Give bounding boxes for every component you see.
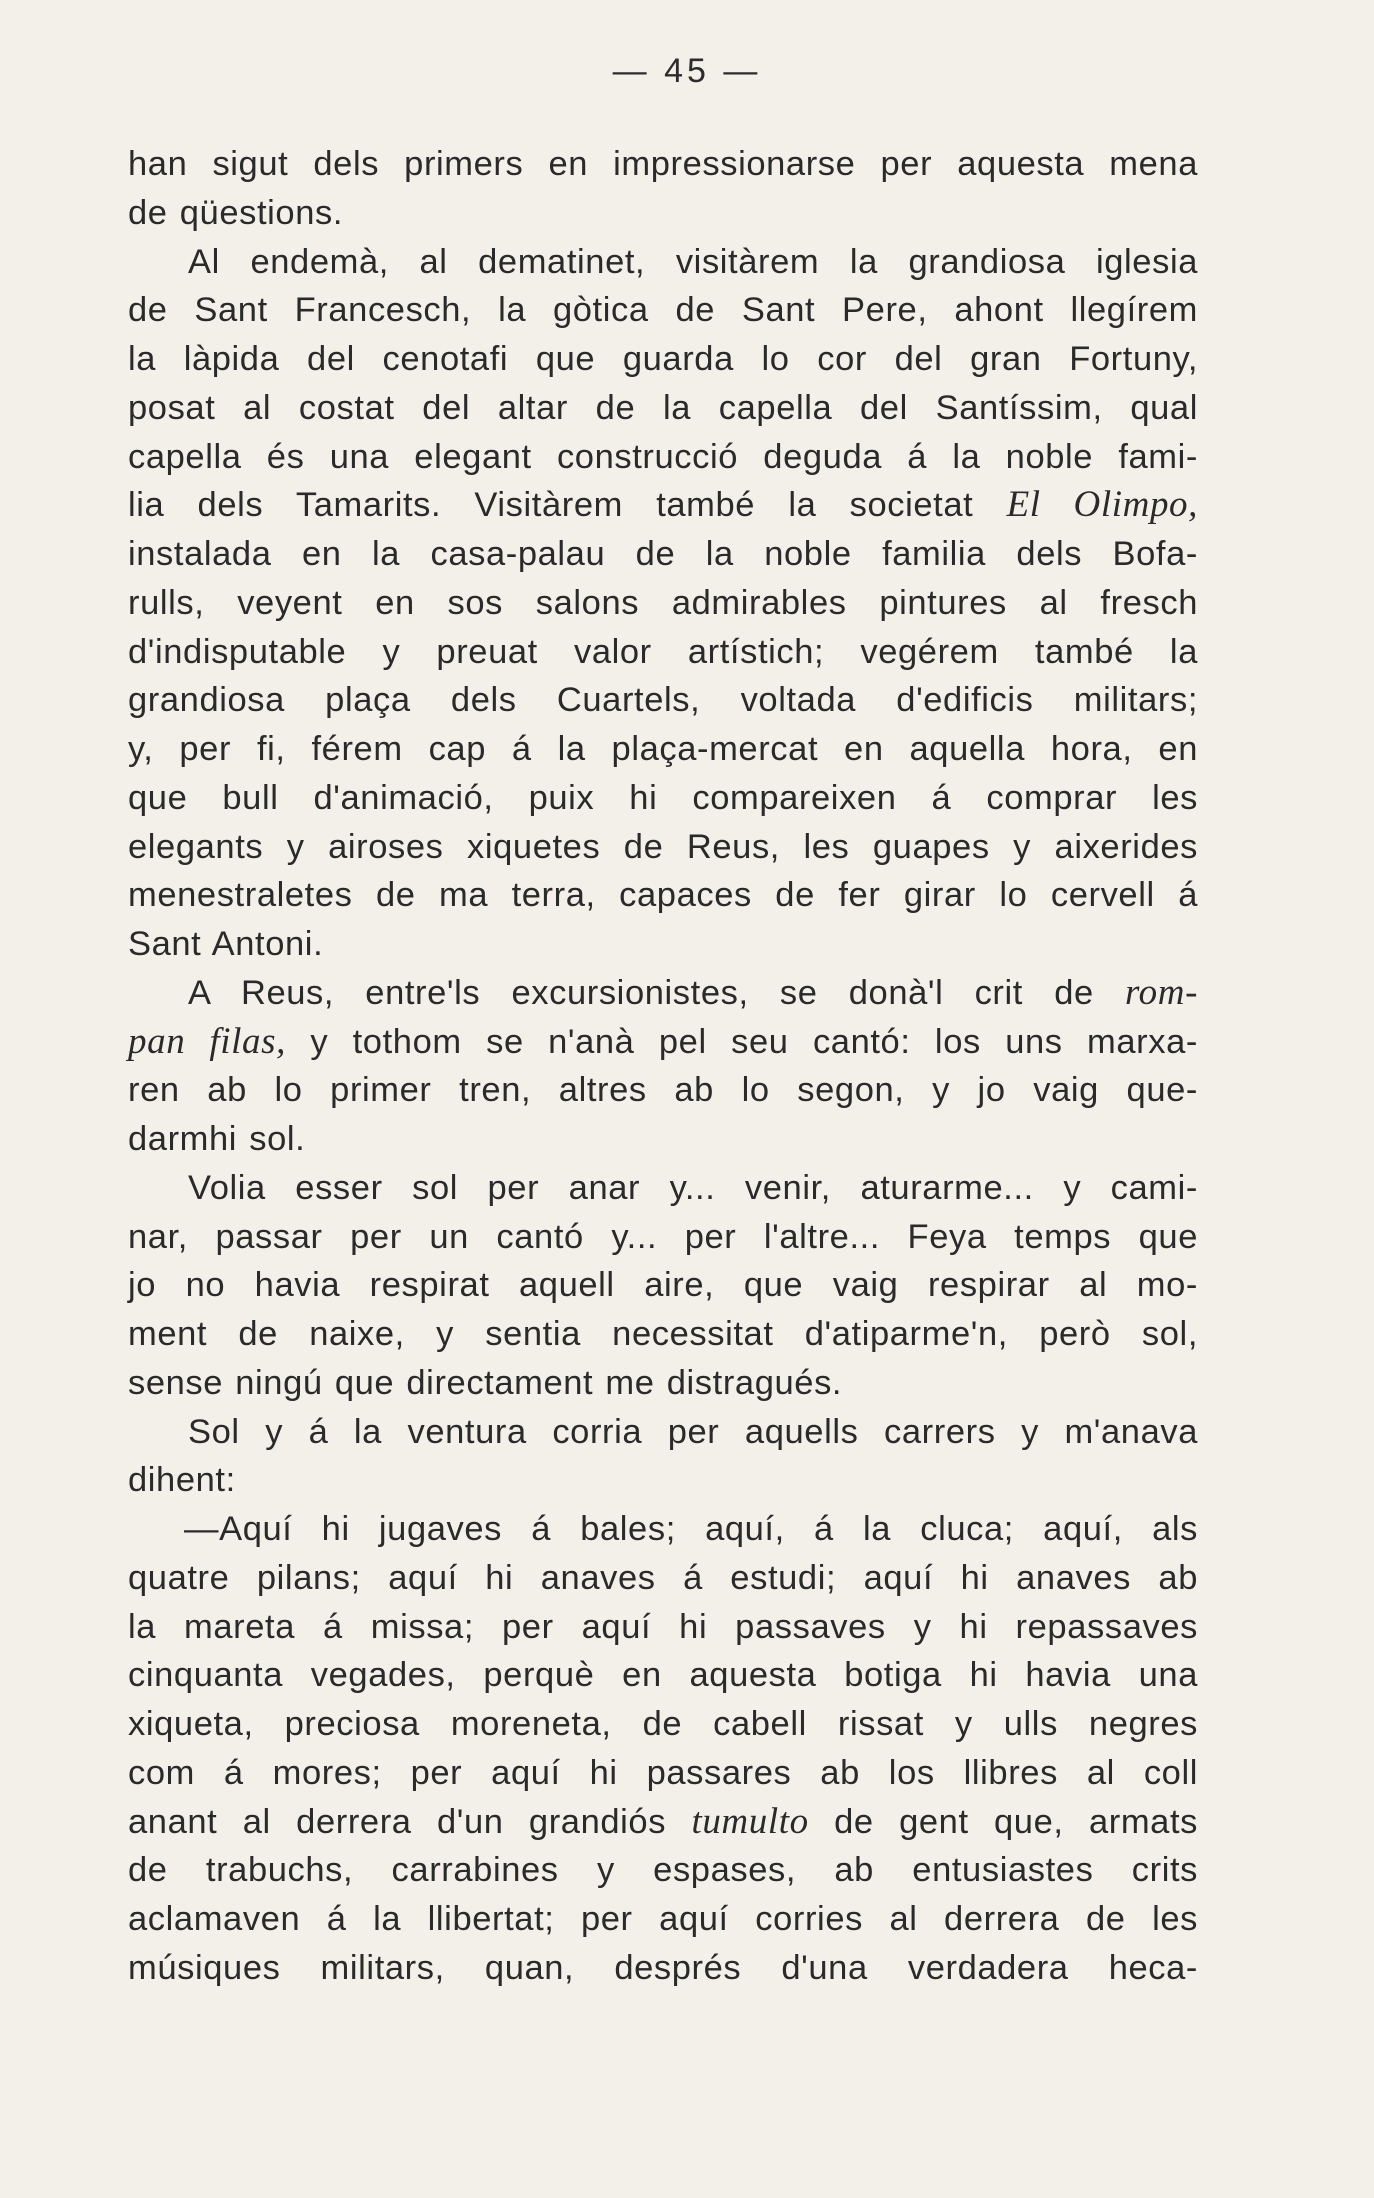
line-text: capella és una elegant construcció deguda á la noble fami- (128, 437, 1198, 476)
text-line (128, 1603, 1198, 1652)
line-text: y tothom se n'anà pel seu cantó: los uns marxa- (285, 1022, 1199, 1061)
text-line (128, 1456, 1198, 1505)
text-line (128, 140, 1198, 189)
italic-text: pan filas, (128, 1020, 286, 1062)
text-line (128, 1749, 1198, 1798)
italic-text: rom- (1125, 971, 1198, 1013)
text-line (128, 1846, 1198, 1895)
line-text: ment de naixe, y sentia necessitat d'atiparme'n, però sol, (128, 1315, 1198, 1353)
line-text: posat al costat del altar de la capella del Santíssim, qual (128, 388, 1198, 427)
line-text: ren ab lo primer tren, altres ab lo segon, y jo vaig que- (128, 1071, 1198, 1110)
text-line (128, 628, 1198, 677)
line-text: Al endemà, al dematinet, visitàrem la grandiosa iglesia (188, 242, 1198, 281)
line-text: darmhi sol. (128, 1120, 306, 1158)
line-text: de trabuchs, carrabines y espases, ab entusiastes crits (128, 1851, 1198, 1890)
text-line (128, 238, 1198, 287)
text-line (128, 1213, 1198, 1262)
line-text: lia dels Tamarits. Visitàrem també la societat (128, 486, 1007, 525)
line-text: que bull d'animació, puix hi compareixen á comprar les (128, 778, 1198, 817)
text-line (128, 1115, 1198, 1164)
italic-text: El Olimpo, (1006, 484, 1198, 526)
text-line (128, 1261, 1198, 1310)
line-text: de gent que, armats (808, 1802, 1198, 1841)
line-text: la mareta á missa; per aquí hi passaves y hi repassaves (128, 1607, 1198, 1646)
text-line (128, 969, 1198, 1018)
text-line (128, 1651, 1198, 1700)
line-text: com á mores; per aquí hi passares ab los llibres al coll (128, 1753, 1198, 1792)
text-line (128, 1700, 1198, 1749)
line-text: anant al derrera d'un grandiós (128, 1802, 692, 1841)
line-text: Sol y á la ventura corria per aquells carrers y m'anava (188, 1412, 1198, 1451)
text-line (128, 530, 1198, 579)
line-text: —Aquí hi jugaves á bales; aquí, á la cluca; aquí, als (184, 1510, 1198, 1548)
line-text: músiques militars, quan, després d'una verdadera heca- (128, 1948, 1198, 1987)
text-line (128, 823, 1198, 872)
line-text: cinquanta vegades, perquè en aquesta botiga hi havia una (128, 1656, 1198, 1695)
line-text: de Sant Francesch, la gòtica de Sant Pere, ahont llegírem (128, 291, 1198, 330)
text-line (128, 725, 1198, 774)
text-line (128, 335, 1198, 384)
line-text: quatre pilans; aquí hi anaves á estudi; aquí hi anaves ab (128, 1558, 1198, 1597)
line-text: xiqueta, preciosa moreneta, de cabell rissat y ulls negres (128, 1705, 1198, 1743)
text-line (128, 286, 1198, 335)
line-text: A Reus, entre'ls excursionistes, se donà'l crit de (188, 973, 1126, 1012)
text-line (128, 1066, 1198, 1115)
line-text: la làpida del cenotafi que guarda lo cor del gran Fortuny, (128, 340, 1198, 378)
line-text: d'indisputable y preuat valor artístich; vegérem també la (128, 632, 1198, 671)
text-line (128, 774, 1198, 823)
text-line (128, 1798, 1198, 1847)
text-line (128, 1018, 1198, 1067)
line-text: y, per fi, férem cap á la plaça-mercat en aquella hora, en (128, 730, 1198, 768)
text-line (128, 920, 1198, 969)
text-line (128, 384, 1198, 433)
text-line (128, 676, 1198, 725)
text-line (128, 1164, 1198, 1213)
text-line (128, 1895, 1198, 1944)
italic-text: tumulto (691, 1800, 809, 1842)
line-text: de qüestions. (128, 193, 344, 232)
line-text: dihent: (128, 1461, 236, 1500)
text-line (128, 871, 1198, 920)
text-line (128, 1310, 1198, 1359)
text-line (128, 433, 1198, 482)
text-line (128, 189, 1198, 238)
text-line (128, 481, 1198, 530)
line-text: elegants y airoses xiquetes de Reus, les guapes y aixerides (128, 827, 1198, 866)
text-line (128, 1359, 1198, 1408)
line-text: instalada en la casa-palau de la noble familia dels Bofa- (128, 535, 1198, 573)
line-text: rulls, veyent en sos salons admirables pintures al fresch (128, 583, 1198, 622)
text-line (128, 579, 1198, 628)
text-line (128, 1554, 1198, 1603)
body-text (128, 140, 1198, 1993)
line-text: han sigut dels primers en impressionarse per aquesta mena (128, 145, 1198, 183)
line-text: aclamaven á la llibertat; per aquí corries al derrera de les (128, 1900, 1198, 1938)
line-text: grandiosa plaça dels Cuartels, voltada d'edificis militars; (128, 681, 1198, 720)
line-text: Sant Antoni. (128, 925, 324, 963)
line-text: sense ningú que directament me distragués. (128, 1363, 843, 1402)
page-number: — 45 — (612, 52, 762, 90)
text-line (128, 1408, 1198, 1457)
line-text: menestraletes de ma terra, capaces de fer girar lo cervell á (128, 876, 1198, 915)
line-text: nar, passar per un cantó y... per l'altre... Feya temps que (128, 1217, 1198, 1256)
line-text: jo no havia respirat aquell aire, que vaig respirar al mo- (128, 1266, 1198, 1305)
line-text: Volia esser sol per anar y... venir, aturarme... y cami- (188, 1168, 1198, 1207)
text-line (128, 1944, 1198, 1993)
text-line (128, 1505, 1198, 1554)
